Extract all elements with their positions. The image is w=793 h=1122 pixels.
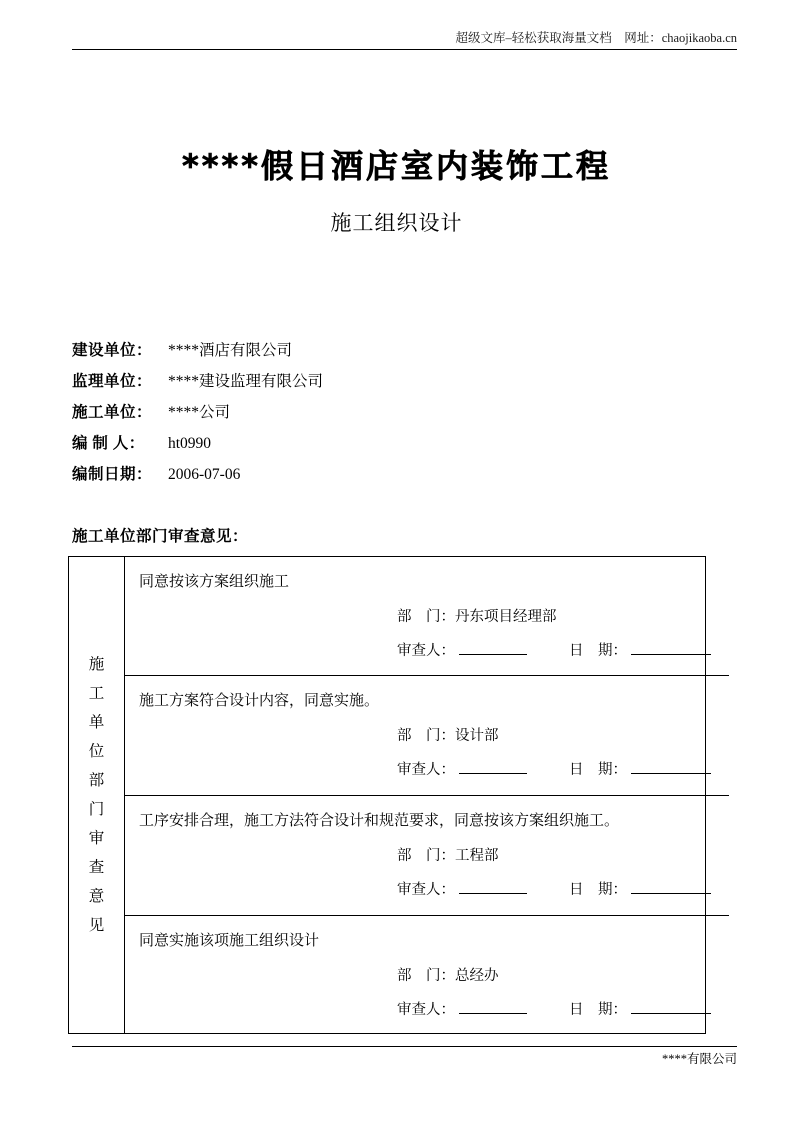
document-title: ****假日酒店室内装饰工程 <box>182 147 611 185</box>
date-label: 日 期： <box>569 882 627 898</box>
info-value: ****酒店有限公司 <box>168 342 293 359</box>
vertical-char: 审 <box>88 830 105 847</box>
vertical-char: 位 <box>88 743 105 760</box>
date-label: 日 期： <box>569 1002 627 1018</box>
document-subtitle: 施工组织设计 <box>330 211 463 235</box>
department-label: 部 门： <box>397 609 455 625</box>
department-value: 总经办 <box>455 968 499 984</box>
footer-divider-rule <box>72 1046 737 1047</box>
review-date-field[interactable] <box>631 760 711 774</box>
footer-company-name: ****有限公司 <box>661 1052 737 1066</box>
department-review-table <box>68 556 706 1034</box>
page-header <box>72 30 737 50</box>
info-label: 建设单位： <box>72 342 153 359</box>
info-value: ****建设监理有限公司 <box>168 373 324 390</box>
table-vertical-label-cell <box>69 557 125 1033</box>
review-opinion-text: 同意按该方案组织施工 <box>139 574 290 590</box>
reviewer-label: 审查人： <box>397 643 455 659</box>
review-opinion-text: 施工方案符合设计内容，同意实施。 <box>139 693 380 709</box>
table-row <box>125 557 729 676</box>
info-label: 编制日期： <box>72 466 153 483</box>
reviewer-label: 审查人： <box>397 1002 455 1018</box>
info-row-author <box>72 431 632 462</box>
review-date-field[interactable] <box>631 1000 711 1014</box>
review-department-line <box>139 725 715 747</box>
review-section-heading: 施工单位部门审查意见： <box>72 528 249 545</box>
review-department-line <box>139 965 715 987</box>
review-opinion-text: 同意实施该项施工组织设计 <box>139 933 320 949</box>
department-value: 设计部 <box>455 728 499 744</box>
info-value: ****公司 <box>168 404 231 421</box>
vertical-char: 门 <box>88 801 105 818</box>
reviewer-label: 审查人： <box>397 882 455 898</box>
date-label: 日 期： <box>569 762 627 778</box>
department-value: 丹东项目经理部 <box>455 609 557 625</box>
vertical-char: 施 <box>88 656 105 673</box>
review-signature-line <box>139 759 715 781</box>
info-label: 监理单位： <box>72 373 153 390</box>
review-rows-column <box>125 557 729 1033</box>
table-row <box>125 916 729 1033</box>
info-value: ht0990 <box>168 435 212 452</box>
review-opinion-text: 工序安排合理，施工方法符合设计和规范要求，同意按该方案组织施工。 <box>139 813 620 829</box>
header-divider-rule <box>72 49 737 50</box>
department-label: 部 门： <box>397 848 455 864</box>
department-label: 部 门： <box>397 728 455 744</box>
header-watermark-text: 超级文库–轻松获取海量文档 网址：chaojikaoba.cn <box>455 31 737 45</box>
vertical-char: 意 <box>88 888 105 905</box>
reviewer-signature-field[interactable] <box>459 641 527 655</box>
department-label: 部 门： <box>397 968 455 984</box>
review-signature-line <box>139 999 715 1021</box>
date-label: 日 期： <box>569 643 627 659</box>
review-department-line <box>139 845 715 867</box>
reviewer-signature-field[interactable] <box>459 1000 527 1014</box>
info-label: 施工单位： <box>72 404 153 421</box>
info-label: 编 制 人： <box>72 435 145 452</box>
review-date-field[interactable] <box>631 641 711 655</box>
department-value: 工程部 <box>455 848 499 864</box>
info-row-construction-unit <box>72 338 632 369</box>
table-row <box>125 676 729 796</box>
info-value: 2006-07-06 <box>168 466 241 483</box>
table-row <box>125 796 729 916</box>
review-signature-line <box>139 640 715 662</box>
reviewer-label: 审查人： <box>397 762 455 778</box>
vertical-char: 查 <box>88 859 105 876</box>
info-row-contractor-unit <box>72 400 632 431</box>
vertical-char: 部 <box>88 772 105 789</box>
table-vertical-label <box>89 650 105 940</box>
vertical-char: 单 <box>88 714 105 731</box>
vertical-char: 见 <box>88 917 105 934</box>
project-info-list <box>72 338 632 493</box>
review-signature-line <box>139 879 715 901</box>
page-footer <box>72 1046 737 1067</box>
review-date-field[interactable] <box>631 880 711 894</box>
reviewer-signature-field[interactable] <box>459 880 527 894</box>
info-row-supervision-unit <box>72 369 632 400</box>
review-department-line <box>139 606 715 628</box>
info-row-date <box>72 462 632 493</box>
reviewer-signature-field[interactable] <box>459 760 527 774</box>
vertical-char: 工 <box>88 685 105 702</box>
